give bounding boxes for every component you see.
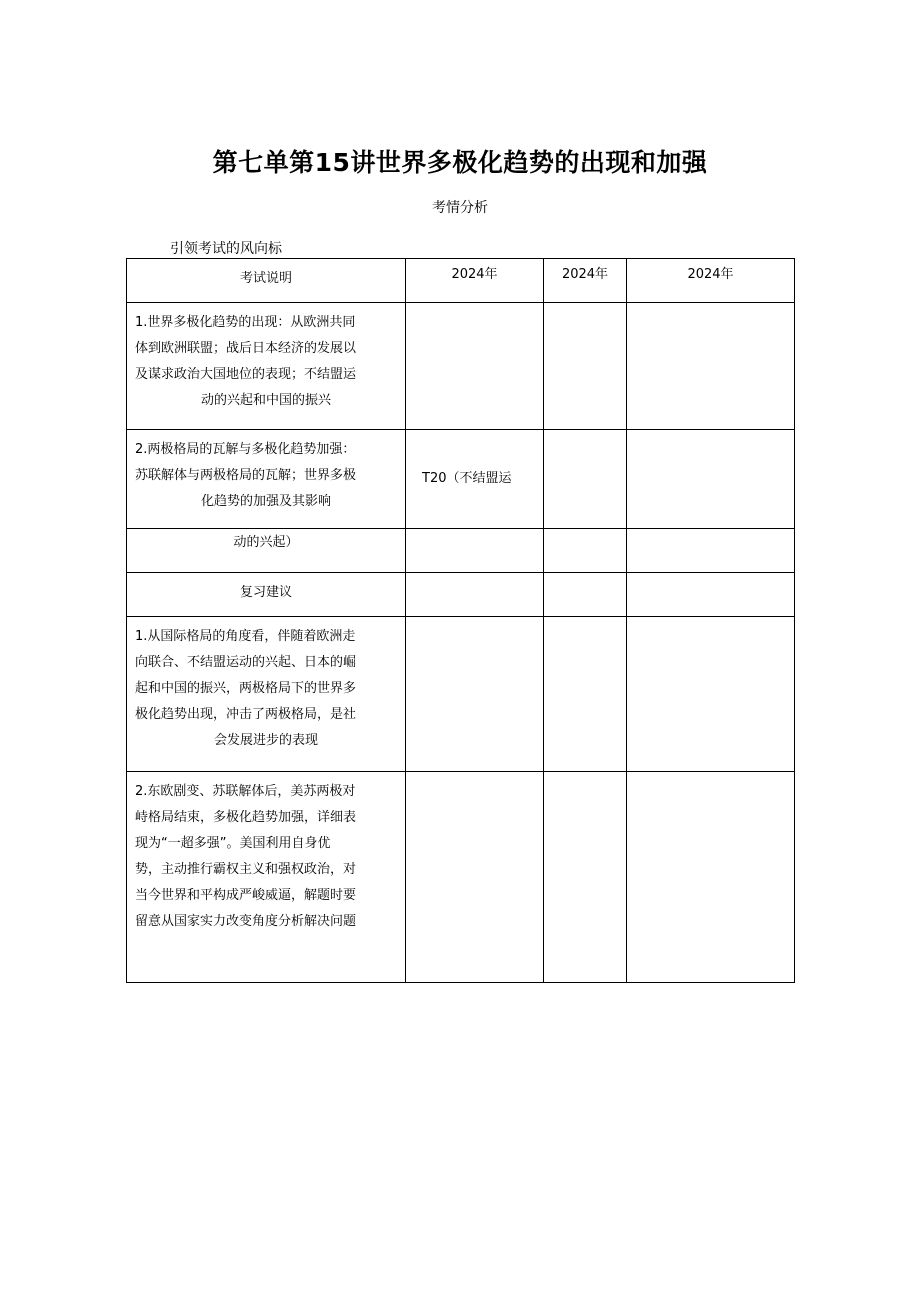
- text-line: 2.东欧剧变、苏联解体后，美苏两极对: [135, 784, 356, 799]
- empty-cell: [627, 573, 795, 617]
- text-line: 向联合、不结盟运动的兴起、日本的崛: [135, 655, 357, 670]
- table-row: [127, 529, 795, 573]
- text-line: 当今世界和平构成严峻威逼，解题时要: [135, 888, 357, 903]
- text-line: 苏联解体与两极格局的瓦解；世界多极: [135, 468, 357, 483]
- table-row: [127, 430, 795, 529]
- review-item-2: [127, 772, 406, 983]
- empty-cell: [406, 573, 544, 617]
- empty-cell: [406, 617, 544, 772]
- empty-cell: [544, 430, 627, 529]
- text-line: 峙格局结束，多极化趋势加强，详细表: [135, 810, 357, 825]
- exam-item-1: [127, 303, 406, 430]
- exam-item-2-year-1: T20（不结盟运: [406, 430, 544, 529]
- header-year-3: 2024年: [627, 259, 795, 303]
- page-title: 第七单第15讲世界多极化趋势的出现和加强: [212, 148, 708, 177]
- empty-cell: [406, 772, 544, 983]
- text-line: 极化趋势出现，冲击了两极格局，是社: [135, 707, 357, 722]
- empty-cell: [544, 617, 627, 772]
- text-line: 动的兴起和中国的振兴: [200, 393, 331, 408]
- review-header: 复习建议: [127, 573, 406, 617]
- text-line: 会发展进步的表现: [213, 733, 318, 748]
- empty-cell: [406, 529, 544, 573]
- review-item-1: [127, 617, 406, 772]
- empty-cell: [544, 772, 627, 983]
- empty-cell: [627, 529, 795, 573]
- header-year-1: 2024年: [406, 259, 544, 303]
- text-line: 留意从国家实力改变角度分析解决问题: [135, 914, 357, 929]
- text-line: 现为“一超多强”。美国利用自身优: [135, 836, 331, 851]
- empty-cell: [627, 617, 795, 772]
- empty-cell: [627, 772, 795, 983]
- empty-cell: [544, 303, 627, 430]
- empty-cell: [544, 529, 627, 573]
- text-line: 化趋势的加强及其影响: [200, 494, 331, 509]
- empty-cell: [544, 573, 627, 617]
- exam-item-2: [127, 430, 406, 529]
- table-caption: 引领考试的风向标: [170, 241, 282, 257]
- exam-item-2-continued: 动的兴起）: [127, 529, 406, 573]
- table-row: [127, 303, 795, 430]
- text-line: 势，主动推行霸权主义和强权政治，对: [135, 862, 357, 877]
- empty-cell: [627, 303, 795, 430]
- header-year-2: 2024年: [544, 259, 627, 303]
- text-line: 体到欧洲联盟；战后日本经济的发展以: [135, 341, 357, 356]
- text-line: 1.从国际格局的角度看，伴随着欧洲走: [135, 629, 356, 644]
- text-line: 2.两极格局的瓦解与多极化趋势加强：: [135, 442, 356, 457]
- table-row: [127, 617, 795, 772]
- text-line: 起和中国的振兴，两极格局下的世界多: [135, 681, 357, 696]
- text-line: 及谋求政治大国地位的表现；不结盟运: [135, 367, 357, 382]
- section-subtitle: 考情分析: [432, 200, 488, 216]
- header-exam-desc: 考试说明: [127, 259, 406, 303]
- table-row: [127, 772, 795, 983]
- empty-cell: [627, 430, 795, 529]
- exam-analysis-table: [126, 258, 795, 983]
- table-header-row: [127, 259, 795, 303]
- table-row: [127, 573, 795, 617]
- empty-cell: [406, 303, 544, 430]
- text-line: 1.世界多极化趋势的出现：从欧洲共同: [135, 315, 356, 330]
